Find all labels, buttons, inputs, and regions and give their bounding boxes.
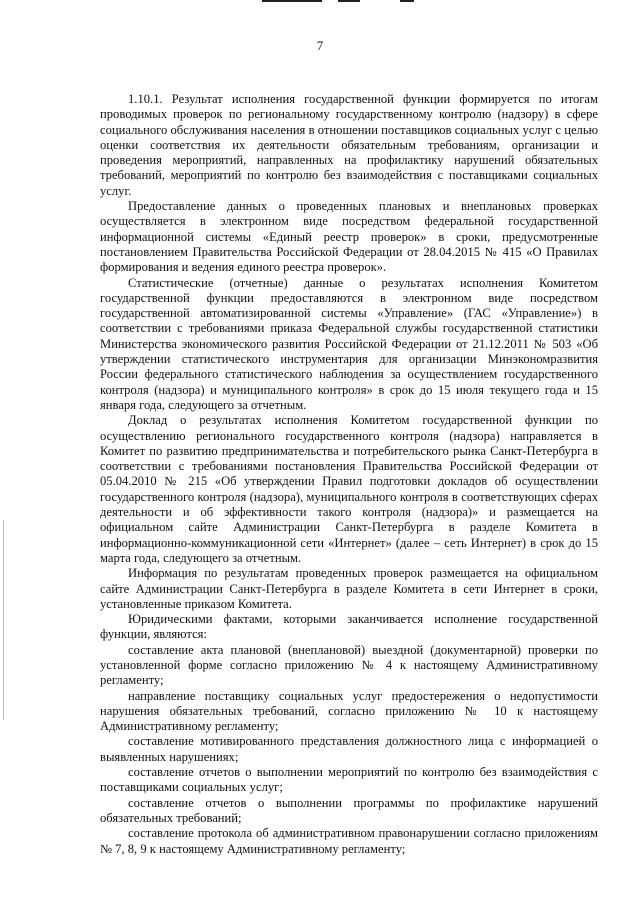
- paragraph: 1.10.1. Результат исполнения государственной функции формируется по итогам проводимых проверок по региональному государственному контролю (надзору) в сфере социального обслуживания населения в отношении поставщиков социальных услуг с целью оценки соответствия их деятельности обязательным требованиям, организации и проведения мероприятий, направленных на профилактику нарушений обязательных требований, мероприятий по контролю без взаимодействия с поставщиками социальных услуг.: [100, 92, 598, 198]
- list-item: составление отчетов о выполнении мероприятий по контролю без взаимодействия с поставщиками социальных услуг;: [100, 765, 598, 795]
- paragraph: Информация по результатам проведенных проверок размещается на официальном сайте Администрации Санкт-Петербурга в разделе Комитета в сети Интернет в сроки, установленные приказом Комитета.: [100, 566, 598, 611]
- paragraph: Юридическими фактами, которыми заканчивается исполнение государственной функции, являются:: [100, 612, 598, 642]
- list-item: направление поставщику социальных услуг предостережения о недопустимости нарушения обязательных требований, согласно приложению № 10 к настоящему Административному регламенту;: [100, 688, 598, 734]
- list-item: составление акта плановой (внеплановой) выездной (документарной) проверки по установленной форме согласно приложению № 4 к настоящему Административному регламенту;: [100, 642, 598, 688]
- list-item: составление мотивированного представления должностного лица с информацией о выявленных нарушениях;: [100, 734, 598, 764]
- scan-edge-line: [3, 520, 4, 720]
- list-item: составление отчетов о выполнении программы по профилактике нарушений обязательных требований;: [100, 795, 598, 825]
- paragraph: Статистические (отчетные) данные о результатах исполнения Комитетом государственной функции предоставляются в электронном виде посредством государственной автоматизированной системы «Управление» (ГАС «Управление») в соответствии с требованиями приказа Федеральной службы государственной статистики Министерства экономического развития Российской Федерации от 21.12.2011 № 503 «Об утверждении статистического инструментария для организации Минэкономразвития России федерального статистического наблюдения за осуществлением государственного контроля (надзора) и муниципального контроля» в срок до 15 июля текущего года и 15 января года, следующего за отчетным.: [100, 275, 598, 412]
- document-body: [100, 92, 598, 857]
- page-number: 7: [316, 38, 324, 53]
- scan-edge-mark: [262, 0, 322, 2]
- scan-edge-mark: [400, 0, 414, 2]
- paragraph: Доклад о результатах исполнения Комитетом государственной функции по осуществлению регионального государственного контроля (надзора) направляется в Комитет по развитию предпринимательства и потребительского рынка Санкт-Петербурга в соответствии с требованиями постановления Правительства Российской Федерации от 05.04.2010 № 215 «Об утверждении Правил подготовки докладов об осуществлении государственного контроля (надзора), муниципального контроля в соответствующих сферах деятельности и об эффективности такого контроля (надзора)» и размещается на официальном сайте Администрации Санкт-Петербурга в разделе Комитета в информационно-коммуникационной сети «Интернет» (далее – сеть Интернет) в срок до 15 марта года, следующего за отчетным.: [100, 413, 598, 565]
- list-item: составление протокола об административном правонарушении согласно приложениям № 7, 8, 9 к настоящему Административному регламенту;: [100, 826, 598, 856]
- scan-edge-mark: [338, 0, 360, 2]
- paragraph: Предоставление данных о проведенных плановых и внеплановых проверках осуществляется в электронном виде посредством федеральной государственной информационной системы «Единый реестр проверок» в сроки, предусмотренные постановлением Правительства Российской Федерации от 28.04.2015 № 415 «О Правилах формирования и ведения единого реестра проверок».: [100, 199, 598, 275]
